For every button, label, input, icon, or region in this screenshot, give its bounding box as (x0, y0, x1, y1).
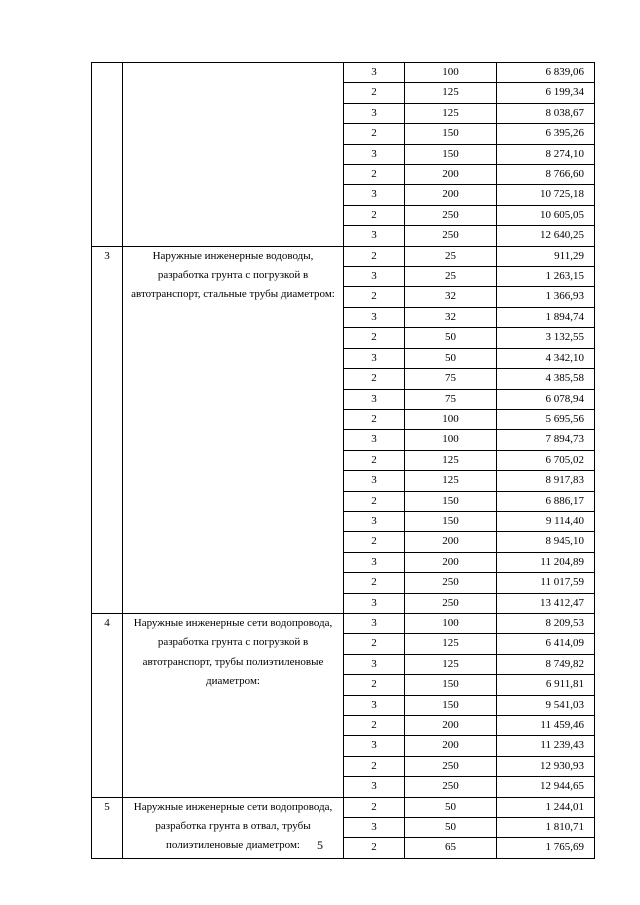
depth-cell: 2 (344, 716, 405, 736)
price-cell: 11 017,59 (497, 573, 595, 593)
diameter-cell: 50 (405, 797, 497, 817)
price-cell: 8 209,53 (497, 613, 595, 633)
diameter-cell: 150 (405, 144, 497, 164)
price-cell: 8 766,60 (497, 165, 595, 185)
price-cell: 10 725,18 (497, 185, 595, 205)
depth-cell: 3 (344, 144, 405, 164)
diameter-cell: 125 (405, 103, 497, 123)
price-cell: 11 239,43 (497, 736, 595, 756)
depth-cell: 2 (344, 756, 405, 776)
diameter-cell: 50 (405, 348, 497, 368)
depth-cell: 2 (344, 83, 405, 103)
depth-cell: 3 (344, 389, 405, 409)
table-row (92, 63, 595, 83)
depth-cell: 2 (344, 797, 405, 817)
depth-cell: 3 (344, 63, 405, 83)
depth-cell: 2 (344, 491, 405, 511)
price-cell: 7 894,73 (497, 430, 595, 450)
diameter-cell: 200 (405, 552, 497, 572)
page-number: 5 (317, 838, 323, 852)
diameter-cell: 125 (405, 450, 497, 470)
price-cell: 5 695,56 (497, 409, 595, 429)
price-cell: 911,29 (497, 246, 595, 266)
depth-cell: 2 (344, 838, 405, 858)
price-cell: 10 605,05 (497, 205, 595, 225)
price-cell: 11 204,89 (497, 552, 595, 572)
row-number-cell: 3 (92, 246, 123, 613)
row-number-cell: 5 (92, 797, 123, 858)
depth-cell: 2 (344, 205, 405, 225)
depth-cell: 3 (344, 736, 405, 756)
diameter-cell: 250 (405, 593, 497, 613)
price-cell: 12 930,93 (497, 756, 595, 776)
diameter-cell: 100 (405, 613, 497, 633)
diameter-cell: 25 (405, 246, 497, 266)
price-table-body (92, 63, 595, 859)
diameter-cell: 150 (405, 491, 497, 511)
depth-cell: 2 (344, 532, 405, 552)
price-cell: 6 414,09 (497, 634, 595, 654)
depth-cell: 2 (344, 287, 405, 307)
depth-cell: 2 (344, 328, 405, 348)
diameter-cell: 150 (405, 675, 497, 695)
depth-cell: 2 (344, 634, 405, 654)
depth-cell: 3 (344, 695, 405, 715)
price-cell: 13 412,47 (497, 593, 595, 613)
depth-cell: 2 (344, 165, 405, 185)
diameter-cell: 125 (405, 654, 497, 674)
price-cell: 6 078,94 (497, 389, 595, 409)
depth-cell: 2 (344, 675, 405, 695)
price-cell: 9 541,03 (497, 695, 595, 715)
diameter-cell: 250 (405, 756, 497, 776)
diameter-cell: 250 (405, 226, 497, 246)
depth-cell: 3 (344, 552, 405, 572)
diameter-cell: 100 (405, 63, 497, 83)
depth-cell: 3 (344, 613, 405, 633)
depth-cell: 3 (344, 348, 405, 368)
table-row (92, 246, 595, 266)
price-cell: 6 911,81 (497, 675, 595, 695)
work-description-cell: Наружные инженерные сети водопровода, разработка грунта с погрузкой в автотранспорт, трубы полиэтиленовые диаметром: (123, 613, 344, 797)
work-description-cell: Наружные инженерные водоводы, разработка грунта с погрузкой в автотранспорт, стальные трубы диаметром: (123, 246, 344, 613)
diameter-cell: 200 (405, 716, 497, 736)
price-cell: 1 263,15 (497, 267, 595, 287)
diameter-cell: 150 (405, 511, 497, 531)
price-cell: 1 366,93 (497, 287, 595, 307)
price-cell: 1 765,69 (497, 838, 595, 858)
depth-cell: 2 (344, 124, 405, 144)
price-cell: 4 385,58 (497, 369, 595, 389)
diameter-cell: 50 (405, 328, 497, 348)
depth-cell: 2 (344, 369, 405, 389)
diameter-cell: 200 (405, 185, 497, 205)
diameter-cell: 32 (405, 287, 497, 307)
diameter-cell: 250 (405, 573, 497, 593)
diameter-cell: 100 (405, 430, 497, 450)
diameter-cell: 250 (405, 777, 497, 797)
price-cell: 1 244,01 (497, 797, 595, 817)
depth-cell: 3 (344, 654, 405, 674)
diameter-cell: 250 (405, 205, 497, 225)
depth-cell: 3 (344, 593, 405, 613)
price-cell: 12 944,65 (497, 777, 595, 797)
row-number-cell (92, 63, 123, 247)
price-cell: 8 038,67 (497, 103, 595, 123)
diameter-cell: 75 (405, 389, 497, 409)
depth-cell: 3 (344, 818, 405, 838)
diameter-cell: 200 (405, 532, 497, 552)
diameter-cell: 125 (405, 471, 497, 491)
depth-cell: 3 (344, 226, 405, 246)
diameter-cell: 65 (405, 838, 497, 858)
price-cell: 6 886,17 (497, 491, 595, 511)
price-cell: 1 810,71 (497, 818, 595, 838)
price-cell: 3 132,55 (497, 328, 595, 348)
depth-cell: 3 (344, 430, 405, 450)
diameter-cell: 50 (405, 818, 497, 838)
work-description-cell: Наружные инженерные сети водопровода, разработка грунта в отвал, трубы полиэтиленовые диаметром: (123, 797, 344, 858)
price-cell: 6 199,34 (497, 83, 595, 103)
depth-cell: 3 (344, 511, 405, 531)
price-cell: 6 839,06 (497, 63, 595, 83)
depth-cell: 3 (344, 185, 405, 205)
diameter-cell: 25 (405, 267, 497, 287)
price-cell: 8 945,10 (497, 532, 595, 552)
price-table (91, 62, 595, 859)
price-cell: 6 395,26 (497, 124, 595, 144)
price-cell: 8 274,10 (497, 144, 595, 164)
depth-cell: 3 (344, 267, 405, 287)
table-row (92, 797, 595, 817)
diameter-cell: 150 (405, 695, 497, 715)
diameter-cell: 125 (405, 634, 497, 654)
price-cell: 6 705,02 (497, 450, 595, 470)
depth-cell: 2 (344, 573, 405, 593)
diameter-cell: 200 (405, 736, 497, 756)
depth-cell: 2 (344, 246, 405, 266)
row-number-cell: 4 (92, 613, 123, 797)
depth-cell: 3 (344, 777, 405, 797)
diameter-cell: 100 (405, 409, 497, 429)
diameter-cell: 125 (405, 83, 497, 103)
price-cell: 12 640,25 (497, 226, 595, 246)
price-cell: 8 917,83 (497, 471, 595, 491)
depth-cell: 2 (344, 409, 405, 429)
depth-cell: 3 (344, 103, 405, 123)
table-row (92, 613, 595, 633)
price-cell: 4 342,10 (497, 348, 595, 368)
price-cell: 9 114,40 (497, 511, 595, 531)
price-cell: 1 894,74 (497, 307, 595, 327)
work-description-cell (123, 63, 344, 247)
diameter-cell: 75 (405, 369, 497, 389)
diameter-cell: 32 (405, 307, 497, 327)
price-cell: 8 749,82 (497, 654, 595, 674)
depth-cell: 2 (344, 450, 405, 470)
diameter-cell: 200 (405, 165, 497, 185)
depth-cell: 3 (344, 307, 405, 327)
price-cell: 11 459,46 (497, 716, 595, 736)
depth-cell: 3 (344, 471, 405, 491)
diameter-cell: 150 (405, 124, 497, 144)
